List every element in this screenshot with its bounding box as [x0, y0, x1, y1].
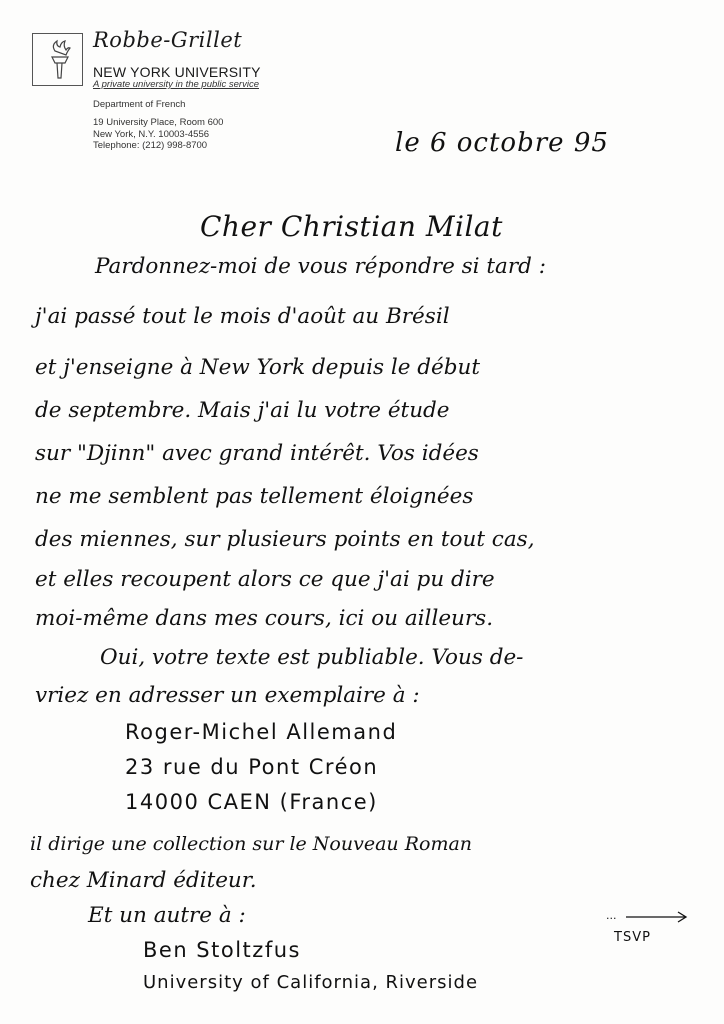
letterhead-address — [93, 117, 223, 152]
university-name: NEW YORK UNIVERSITY — [93, 64, 261, 80]
torch-icon — [32, 33, 83, 86]
tsvp-note: TSVP — [614, 930, 651, 945]
letterhead-address-line: New York, N.Y. 10003-4556 — [93, 128, 210, 140]
body-line: sur "Djinn" avec grand intérêt. Vos idées — [35, 441, 479, 466]
body-line: chez Minard éditeur. — [30, 868, 257, 893]
address1-line: 14000 CAEN (France) — [125, 790, 378, 814]
arrow-icon — [606, 908, 696, 929]
tsvp-ellipsis: ... — [606, 909, 617, 922]
university-tagline: A private university in the public service — [93, 79, 259, 90]
body-line: ne me semblent pas tellement éloignées — [35, 484, 474, 509]
body-line: il dirige une collection sur le Nouveau Roman — [30, 833, 473, 855]
address2-line: University of California, Riverside — [143, 972, 479, 993]
body-line: des miennes, sur plusieurs points en tout cas, — [35, 527, 535, 552]
letter-salutation: Cher Christian Milat — [200, 210, 503, 243]
body-line: vriez en adresser un exemplaire à : — [35, 683, 420, 708]
body-line: Pardonnez-moi de vous répondre si tard : — [95, 254, 546, 279]
body-line: Et un autre à : — [88, 903, 246, 928]
body-line: de septembre. Mais j'ai lu votre étude — [35, 398, 450, 423]
body-line: Oui, votre texte est publiable. Vous de- — [100, 645, 524, 670]
body-line: j'ai passé tout le mois d'août au Brésil — [35, 304, 450, 329]
letterhead-handwritten-name: Robbe-Grillet — [93, 28, 243, 52]
address1-line: Roger-Michel Allemand — [125, 720, 398, 744]
letterhead-address-line: 19 University Place, Room 600 — [93, 117, 224, 128]
body-line: moi-même dans mes cours, ici ou ailleurs. — [35, 606, 494, 631]
letterhead-address-line: Telephone: (212) 998-8700 — [93, 140, 208, 151]
address1-line: 23 rue du Pont Créon — [125, 755, 379, 779]
body-line: et j'enseigne à New York depuis le début — [35, 355, 480, 380]
address2-line: Ben Stoltzfus — [143, 938, 301, 962]
letter-date: le 6 octobre 95 — [395, 128, 609, 158]
body-line: et elles recoupent alors ce que j'ai pu dire — [35, 567, 495, 592]
department-name: Department of French — [93, 99, 186, 110]
